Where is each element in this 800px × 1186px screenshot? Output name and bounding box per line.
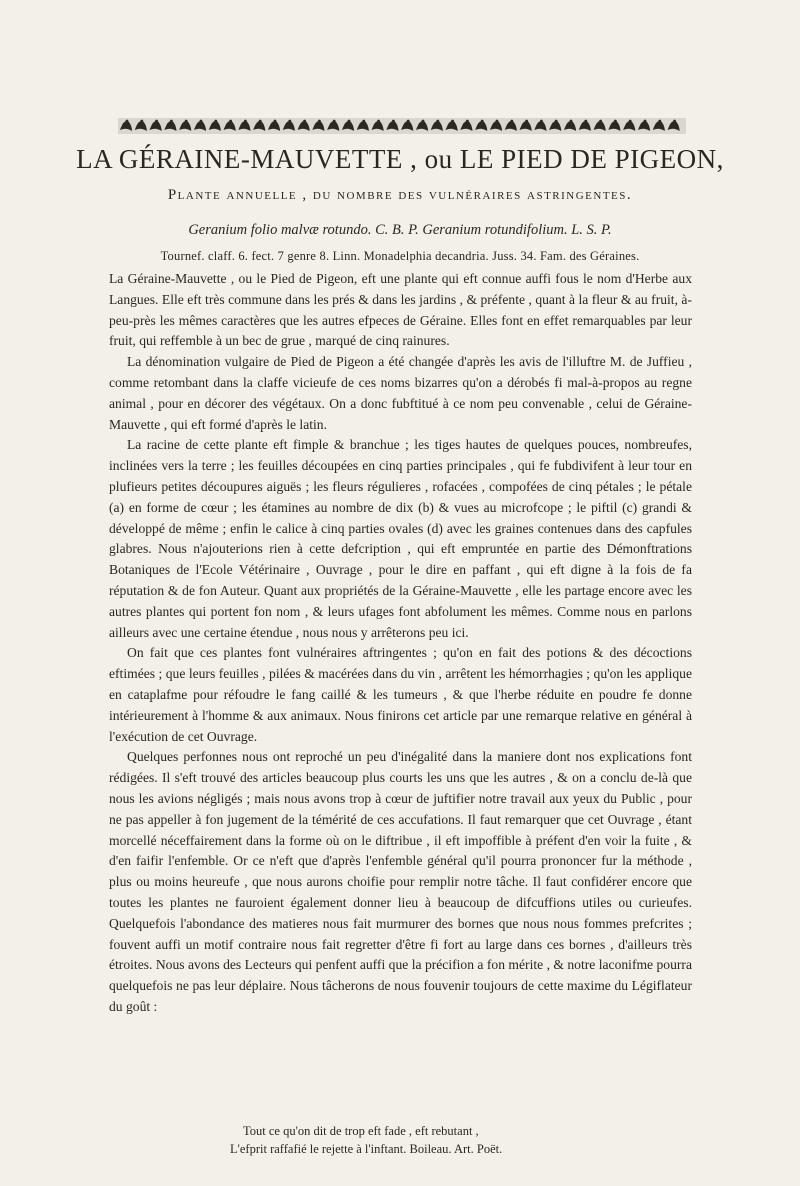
plant-subtitle [0, 185, 800, 205]
paragraph-1: La Géraine-Mauvette , ou le Pied de Pigeon, eft une plante qui eft connue auffi fous le nom d'Herbe aux Langues. Elle eft très commune dans les prés & dans les jardins , & préfente , quant à la fleur & au fruit, à-peu-près les mêmes caractères que les autres efpeces de Géraine. Elles font en effet remarquables par leur fruit, qui reffemble à un bec de grue , marqué de cinq rainures. [109, 271, 692, 349]
page-title: LA GÉRAINE-MAUVETTE , ou LE PIED DE PIGEON, [76, 144, 724, 174]
plant-subtitle-text: Plante annuelle , du nombre des vulnéraires astringentes. [167, 187, 633, 203]
paragraph-5: Quelques perfonnes nous ont reproché un peu d'inégalité dans la maniere dont nos explications font rédigées. Il s'eft trouvé des articles beaucoup plus courts les uns que les autres , & on a conclu de-là que nous les avions négligés ; mais nous avons trop à cœur de juftifier notre travail aux yeux du Public , pour ne pas appeller à fon jugement de la témérité de ces accufations. Il faut remarquer que cet Ouvrage , étant morcellé néceffairement dans la forme où on le diftribue , il eft impoffible à préfent d'en voir la fuite , & d'en faifir l'enfemble. Or ce n'eft que d'après l'enfemble général qu'il pourra prononcer fur la méthode , plus ou moins heureufe , que nous aurons choifie pour remplir notre tâche. Il faut confidérer encore que toutes les plantes ne fauroient également donner lieu à beaucoup de difcuffions utiles ou curieufes. Quelquefois l'abondance des matieres nous fait murmurer des bornes que nous nous fommes prefcrites ; fouvent auffi un motif contraire nous fait regretter d'être fi fort au large dans ces bornes , d'ailleurs très étroites. Nous avons des Lecteurs qui penfent auffi que la précifion a fon mérite , & notre laconifme pourra quelquefois ne pas leur déplaire. Nous tâcherons de nous fouvenir toujours de cette maxime du Légiflateur du goût : [109, 749, 692, 1014]
paragraph-4: On fait que ces plantes font vulnéraires aftringentes ; qu'on en fait des potions & des décoctions eftimées ; que leurs feuilles , pilées & macérées dans du vin , arrêtent les hémorrhagies ; qu'on les applique en cataplafme pour réfoudre le fang caillé & les tumeurs , & que l'herbe réduite en poudre fe donne intérieurement à l'homme & aux animaux. Nous finirons cet article par une remarque relative en général à l'exécution de cet Ouvrage. [109, 645, 692, 744]
quote-line-1: Tout ce qu'on dit de trop eft fade , eft rebutant , [243, 1124, 479, 1138]
closing-quote [230, 1123, 690, 1158]
quote-line-2: L'efprit raffafié le rejette à l'inftant. Boileau. Art. Poët. [230, 1141, 503, 1156]
paragraph-3: La racine de cette plante eft fimple & branchue ; les tiges hautes de quelques pouces, nombreufes, inclinées vers la terre ; les feuilles découpées en cinq parties principales , qui fe fubdivifent à leur tour en plufieurs petites découpures aiguës ; les fleurs régulieres , rofacées , compofées de cinq pétales ; le pétale (a) en forme de cœur ; les étamines au nombre de dix (b) & vues au microfcope ; le piftil (c) grandi & développé de même ; enfin le calice à cinq parties ovales (d) avec les graines contenues dans des capfules glabres. Nous n'ajouterions rien à cette defcription , qui eft empruntée en partie des Démonftrations Botaniques de l'Ecole Vétérinaire , Ouvrage , pour le dire en paffant , qui eft digne à la fois de fa réputation & de fon Auteur. Quant aux propriétés de la Géraine-Mauvette , elle les partage encore avec les autres plantes qui portent fon nom , & leurs ufages font abfolument les mêmes. Comme nous en parlons ailleurs avec une certaine étendue , nous nous y arrêterons peu ici. [109, 437, 692, 640]
body-text [109, 269, 692, 1018]
decorative-ornament-band [118, 118, 686, 134]
botanical-references: Tournef. claff. 6. fect. 7 genre 8. Linn. Monadelphia decandria. Juss. 34. Fam. des Géraines. [160, 249, 640, 263]
paragraph-2: La dénomination vulgaire de Pied de Pigeon a été changée d'après les avis de l'illuftre M. de Juffieu , comme retombant dans la claffe vicieufe de ces noms bizarres qu'on a dérobés fi mal-à-propos au regne animal , pour en décorer des végétaux. On a donc fubftitué à ce nom peu convenable , celui de Géraine-Mauvette , qui eft formé d'après le latin. [109, 354, 692, 432]
latin-names-text: Geranium folio malvæ rotundo. C. B. P. Geranium rotundifolium. L. S. P. [188, 222, 612, 238]
latin-names [0, 220, 800, 240]
